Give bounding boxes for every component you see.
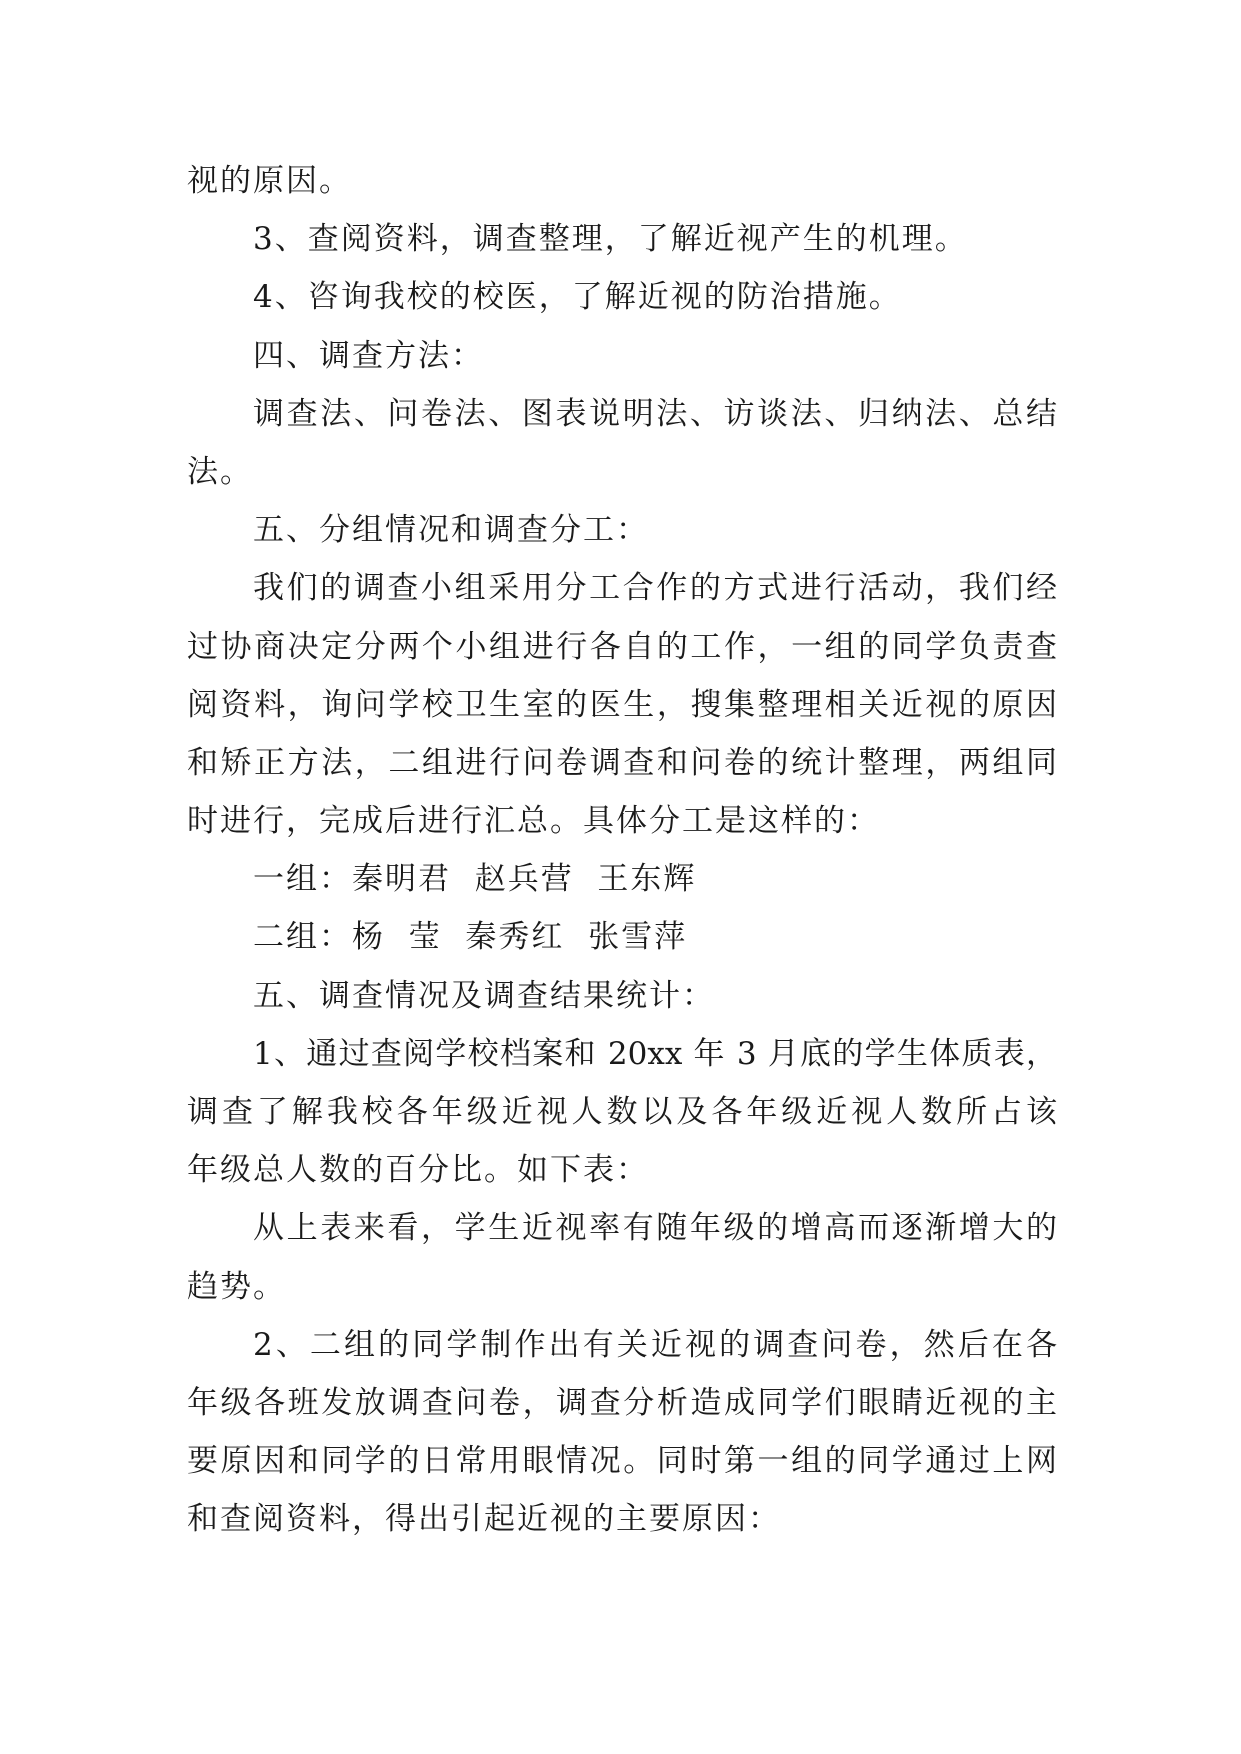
- text-line: 调查法、问卷法、图表说明法、访谈法、归纳法、总结: [253, 395, 1057, 432]
- text-line: 趋势。: [187, 1268, 286, 1305]
- text-line: 视的原因。: [187, 163, 352, 199]
- text-line: 年级总人数的百分比。如下表：: [187, 1152, 649, 1189]
- text-line: 从上表来看，学生近视率有随年级的增高而逐渐增大的: [253, 1210, 1057, 1247]
- document-body: [187, 152, 1057, 1549]
- group-two-members: 二组：杨 莹 秦秀红 张雪萍: [253, 919, 688, 956]
- text-line: 2、二组的同学制作出有关近视的调查问卷，然后在各: [253, 1326, 1057, 1363]
- text-line: 法。: [187, 453, 253, 490]
- section-heading: 五、分组情况和调查分工：: [253, 512, 649, 549]
- text-line: 过协商决定分两个小组进行各自的工作，一组的同学负责查: [187, 628, 1057, 665]
- section-heading: 五、调查情况及调查结果统计：: [253, 977, 715, 1014]
- text-line: 要原因和同学的日常用眼情况。同时第一组的同学通过上网: [187, 1443, 1057, 1480]
- text-line: 4、咨询我校的校医，了解近视的防治措施。: [253, 279, 902, 316]
- text-line: 1、通过查阅学校档案和 20xx 年 3 月底的学生体质表，: [253, 1035, 1057, 1072]
- text-line: 和查阅资料，得出引起近视的主要原因：: [187, 1501, 781, 1538]
- group-one-members: 一组：秦明君 赵兵营 王东辉: [253, 861, 697, 898]
- text-line: 阅资料，询问学校卫生室的医生，搜集整理相关近视的原因: [187, 686, 1057, 723]
- text-line: 和矫正方法，二组进行问卷调查和问卷的统计整理，两组同: [187, 744, 1057, 781]
- text-line: 年级各班发放调查问卷，调查分析造成同学们眼睛近视的主: [187, 1384, 1057, 1421]
- text-line: 我们的调查小组采用分工合作的方式进行活动，我们经: [253, 570, 1057, 607]
- text-line: 时进行，完成后进行汇总。具体分工是这样的：: [187, 803, 880, 840]
- text-line: 3、查阅资料，调查整理，了解近视产生的机理。: [253, 221, 968, 258]
- section-heading: 四、调查方法：: [253, 337, 484, 374]
- text-line: 调查了解我校各年级近视人数以及各年级近视人数所占该: [187, 1094, 1057, 1130]
